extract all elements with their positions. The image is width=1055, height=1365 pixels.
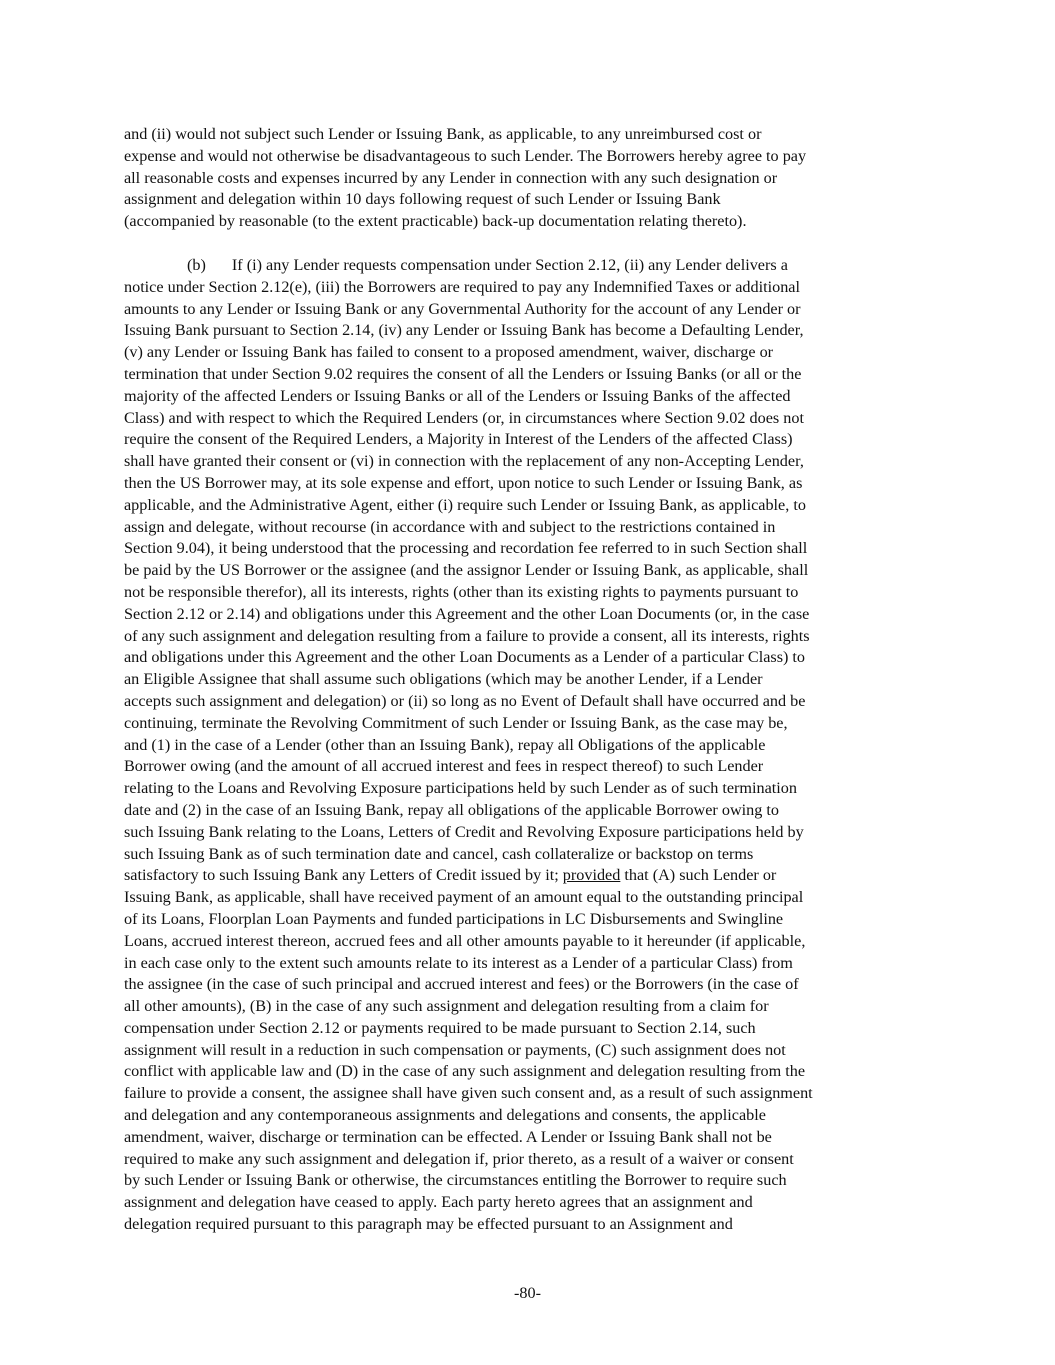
paragraph-line: Loans, accrued interest thereon, accrued fees and all other amounts payable to it hereunder (if applicable,: [124, 931, 806, 950]
paragraph-b-lines-after-provided: [124, 887, 939, 1236]
paragraph-line: Class) and with respect to which the Required Lenders (or, in circumstances where Section 9.02 does not: [124, 408, 804, 427]
paragraph-line: required to make any such assignment and delegation if, prior thereto, as a result of a waiver or consent: [124, 1149, 794, 1168]
paragraph-line: amounts to any Lender or Issuing Bank or any Governmental Authority for the account of any Lender or: [124, 299, 801, 318]
paragraph-line: be paid by the US Borrower or the assignee (and the assignor Lender or Issuing Bank, as applicable, shall: [124, 561, 809, 580]
paragraph-line: (accompanied by reasonable (to the extent practicable) back-up documentation relating thereto).: [124, 212, 747, 231]
paragraph-line: expense and would not otherwise be disadvantageous to such Lender. The Borrowers hereby agree to pay: [124, 146, 807, 165]
paragraph-line: in each case only to the extent such amounts relate to its interest as a Lender of a particular Class) from: [124, 953, 793, 972]
paragraph-b-lines-before-provided: [124, 277, 939, 866]
paragraph-line: all reasonable costs and expenses incurred by any Lender in connection with any such designation or: [124, 168, 778, 187]
paragraph-a-continuation: [124, 124, 939, 233]
paragraph-line: applicable, and the Administrative Agent, either (i) require such Lender or Issuing Bank, as applicable, to: [124, 495, 806, 514]
paragraph-line: assign and delegate, without recourse (in accordance with and subject to the restrictions contained in: [124, 517, 776, 536]
paragraph-line: and delegation and any contemporaneous assignments and delegations and consents, the applicable: [124, 1106, 766, 1125]
paragraph-line: assignment and delegation within 10 days following request of such Lender or Issuing Bank: [124, 190, 721, 209]
paragraph-line: amendment, waiver, discharge or termination can be effected. A Lender or Issuing Bank shall not be: [124, 1127, 772, 1146]
paragraph-line: Section 9.04), it being understood that the processing and recordation fee referred to in such Section shall: [124, 539, 808, 558]
paragraph-line: and obligations under this Agreement and the other Loan Documents as a Lender of a particular Class) to: [124, 648, 806, 667]
provided-line-prefix: satisfactory to such Issuing Bank any Letters of Credit issued by it;: [124, 866, 563, 885]
paragraph-line: conflict with applicable law and (D) in the case of any such assignment and delegation resulting from the: [124, 1062, 806, 1081]
paragraph-line: require the consent of the Required Lenders, a Majority in Interest of the Lenders of the affected Class): [124, 430, 793, 449]
paragraph-line: not be responsible therefor), all its interests, rights (other than its existing rights to payments pursuant to: [124, 582, 799, 601]
paragraph-b-first-line-text: If (i) any Lender requests compensation under Section 2.12, (ii) any Lender delivers a: [231, 256, 788, 274]
paragraph-line: majority of the affected Lenders or Issuing Banks or all of the Lenders or Issuing Banks of the affected: [124, 386, 791, 405]
paragraph-line: then the US Borrower may, at its sole expense and effort, upon notice to such Lender or Issuing Bank, as: [124, 473, 803, 492]
paragraph-line: Issuing Bank, as applicable, shall have received payment of an amount equal to the outstanding principal: [124, 888, 804, 907]
paragraph-line: delegation required pursuant to this paragraph may be effected pursuant to an Assignment and: [124, 1215, 733, 1234]
paragraph-line: all other amounts), (B) in the case of any such assignment and delegation resulting from a claim for: [124, 997, 769, 1016]
page-number: -80-: [514, 1284, 541, 1302]
paragraph-line: termination that under Section 9.02 requires the consent of all the Lenders or Issuing Banks (or all or the: [124, 364, 802, 383]
paragraph-line: failure to provide a consent, the assignee shall have given such consent and, as a result of such assignment: [124, 1084, 813, 1103]
provided-line: [124, 865, 939, 887]
paragraph-line: assignment and delegation have ceased to apply. Each party hereto agrees that an assignment and: [124, 1193, 753, 1212]
paragraph-line: and (1) in the case of a Lender (other than an Issuing Bank), repay all Obligations of the applicable: [124, 735, 766, 754]
paragraph-line: (v) any Lender or Issuing Bank has failed to consent to a proposed amendment, waiver, discharge or: [124, 343, 774, 362]
paragraph-line: Borrower owing (and the amount of all accrued interest and fees in respect thereof) to such Lender: [124, 757, 764, 776]
provided-line-suffix: that (A) such Lender or: [620, 866, 777, 885]
paragraph-line: shall have granted their consent or (vi) in connection with the replacement of any non-Accepting Lender,: [124, 452, 804, 471]
paragraph-line: assignment will result in a reduction in such compensation or payments, (C) such assignment does not: [124, 1040, 786, 1059]
paragraph-line: date and (2) in the case of an Issuing Bank, repay all obligations of the applicable Borrower owing to: [124, 800, 779, 819]
paragraph-line: an Eligible Assignee that shall assume such obligations (which may be another Lender, if a Lender: [124, 670, 763, 689]
paragraph-line: accepts such assignment and delegation) or (ii) so long as no Event of Default shall have occurred and be: [124, 691, 806, 710]
paragraph-line: such Issuing Bank relating to the Loans, Letters of Credit and Revolving Exposure participations held by: [124, 822, 804, 841]
provided-term: provided: [562, 866, 621, 885]
paragraph-line: compensation under Section 2.12 or payments required to be made pursuant to Section 2.14, such: [124, 1018, 756, 1037]
paragraph-line: of its Loans, Floorplan Loan Payments and funded participations in LC Disbursements and Swingline: [124, 909, 784, 928]
paragraph-line: Section 2.12 or 2.14) and obligations under this Agreement and the other Loan Documents (or, in the case: [124, 604, 810, 623]
paragraph-b-label: (b): [187, 256, 206, 274]
paragraph-line: continuing, terminate the Revolving Commitment of such Lender or Issuing Bank, as the case may be,: [124, 713, 788, 732]
paragraph-line: and (ii) would not subject such Lender or Issuing Bank, as applicable, to any unreimbursed cost or: [124, 125, 762, 143]
paragraph-line: the assignee (in the case of such principal and accrued interest and fees) or the Borrowers (in the case of: [124, 975, 799, 994]
paragraph-b: [124, 255, 939, 1236]
paragraph-line: such Issuing Bank as of such termination date and cancel, cash collateralize or backstop on terms: [124, 844, 754, 863]
paragraph-line: by such Lender or Issuing Bank or otherwise, the circumstances entitling the Borrower to require such: [124, 1171, 787, 1190]
paragraph-line: Issuing Bank pursuant to Section 2.14, (iv) any Lender or Issuing Bank has become a Defaulting Lender,: [124, 321, 804, 340]
paragraph-b-first-line: [124, 255, 939, 277]
paragraph-line: notice under Section 2.12(e), (iii) the Borrowers are required to pay any Indemnified Taxes or additional: [124, 277, 800, 296]
paragraph-line: relating to the Loans and Revolving Exposure participations held by such Lender as of such termination: [124, 779, 797, 798]
paragraph-line: of any such assignment and delegation resulting from a failure to provide a consent, all its interests, rights: [124, 626, 810, 645]
